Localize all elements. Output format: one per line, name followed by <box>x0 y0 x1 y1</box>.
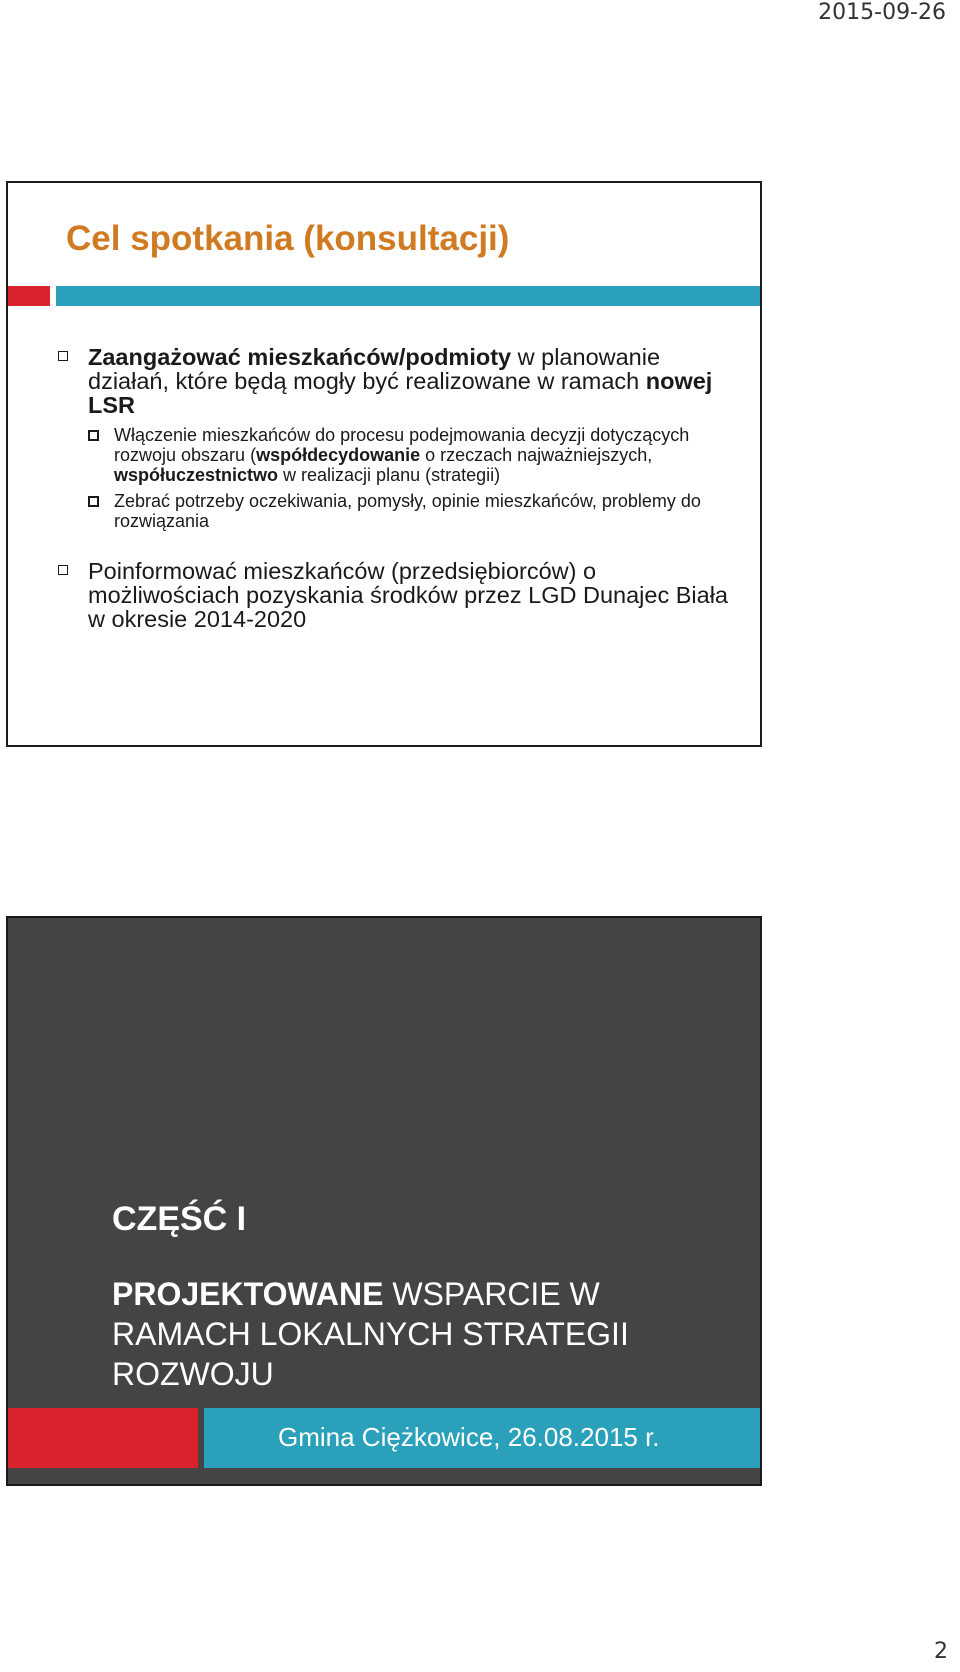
section-heading-strong: PROJEKTOWANE <box>112 1276 384 1312</box>
slide-1 <box>6 181 762 747</box>
page-number: 2 <box>934 1639 948 1664</box>
accent-bar-blue <box>56 286 760 306</box>
bullet-text: w planowanie działań, które będą mogły być realizowane w ramach <box>88 344 661 394</box>
sub-bullet-item <box>58 425 738 485</box>
bullet-item <box>58 559 738 631</box>
sub-bullet-strong-text: współuczestnictwo <box>114 465 279 485</box>
bullet-item <box>58 345 738 417</box>
sub-bullet-text: o rzeczach najważniejszych, <box>420 445 653 465</box>
slide-2 <box>6 916 762 1486</box>
section-heading <box>112 1274 712 1394</box>
bullet-list <box>58 345 738 639</box>
part-title: CZĘŚĆ I <box>112 1200 247 1238</box>
accent-bar-red <box>8 286 50 306</box>
square-bullet-icon <box>58 351 68 361</box>
page-date: 2015-09-26 <box>818 0 946 25</box>
slide-footer: Gmina Ciężkowice, 26.08.2015 r. <box>278 1422 660 1452</box>
square-bullet-icon <box>88 430 99 441</box>
bullet-strong-text: nowej LSR <box>88 368 713 418</box>
sub-bullet-text: Zebrać potrzeby oczekiwania, pomysły, opinie mieszkańców, problemy do rozwiązania <box>114 491 701 531</box>
bullet-strong-text: Zaangażować mieszkańców/podmioty <box>88 344 512 370</box>
sub-bullet-item <box>58 491 738 531</box>
section-heading-rest: WSPARCIE W RAMACH LOKALNYCH STRATEGII ROZWOJU <box>112 1276 629 1392</box>
slide-title: Cel spotkania (konsultacji) <box>66 219 510 258</box>
sub-bullet-strong-text: współdecydowanie <box>256 445 421 465</box>
square-bullet-icon <box>88 496 99 507</box>
sub-bullet-text: w realizacji planu (strategii) <box>278 465 501 485</box>
square-bullet-icon <box>58 565 68 575</box>
bullet-text: Poinformować mieszkańców (przedsiębiorców) o możliwościach pozyskania środków przez LGD Dunajec Biała w okresie 2014-2020 <box>88 558 728 632</box>
accent-bar-red <box>8 1408 198 1468</box>
sub-bullet-text: Włączenie mieszkańców do procesu podejmowania decyzji dotyczących rozwoju obszaru ( <box>114 425 690 465</box>
